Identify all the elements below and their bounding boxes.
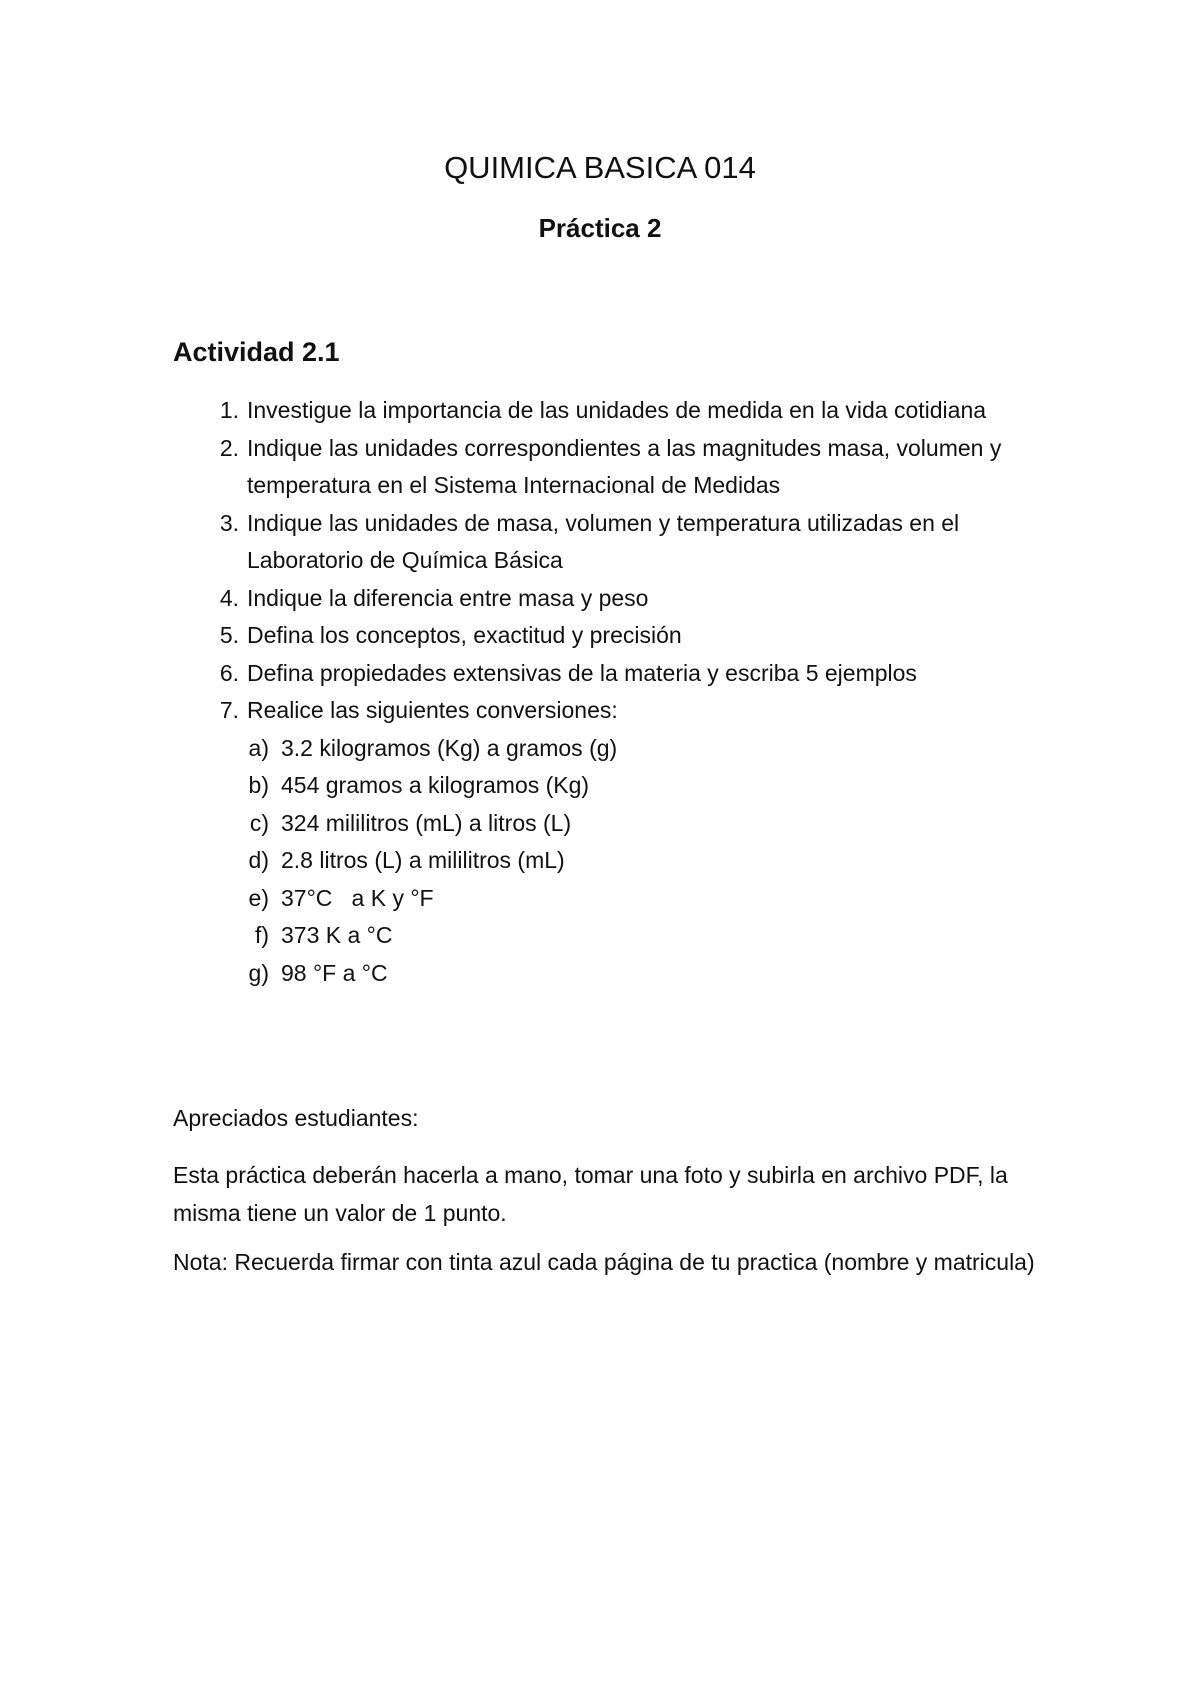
sub-list-item-marker: e) [248,884,269,911]
list-item [173,505,1073,580]
list-item [173,617,1073,655]
sub-list-item-text: 2.8 litros (L) a mililitros (mL) [281,847,565,873]
list-item [173,692,1073,730]
list-item-marker: 2. [219,434,239,461]
sub-list-item-marker: d) [248,847,269,873]
sub-list-item [173,842,1073,880]
sub-list-item [173,917,1073,955]
sub-list-item-text: 37°C a K y °F [281,884,434,911]
list-item-text: Realice las siguientes conversiones: [247,697,618,723]
list-item [173,655,1073,693]
document-subtitle: Práctica 2 [538,213,662,243]
sub-list-item [173,767,1073,805]
sub-list-item-marker: c) [249,809,269,836]
sub-list-item-text: 98 °F a °C [281,959,388,986]
list-item-text: Indique las unidades de masa, volumen y temperatura utilizadas en el Laboratorio de Química Básica [247,509,960,573]
list-item-marker: 5. [219,622,239,648]
list-item-marker: 1. [219,397,239,423]
list-item [173,392,1073,430]
sub-list-item [173,880,1073,918]
list-item-marker: 7. [219,697,239,723]
sub-list-item-marker: f) [254,922,269,948]
list-item [173,430,1073,505]
sub-list-item-text: 324 mililitros (mL) a litros (L) [281,809,572,836]
list-item-marker: 6. [219,659,239,686]
sub-list-item-text: 373 K a °C [281,922,393,948]
sub-list-item [173,955,1073,993]
list-item [173,580,1073,618]
list-item-marker: 4. [219,584,239,611]
section-heading: Actividad 2.1 [173,337,340,367]
list-item-text: Indique las unidades correspondientes a las magnitudes masa, volumen y temperatura en el Sistema Internacional de Medidas [247,434,1002,498]
document-title: QUIMICA BASICA 014 [444,150,756,185]
list-item-text: Defina los conceptos, exactitud y precisión [247,622,682,648]
sub-list-item-marker: b) [248,772,269,798]
list-item-marker: 3. [219,509,239,536]
sub-list-item-marker: a) [248,734,269,761]
list-item-text: Investigue la importancia de las unidades de medida en la vida cotidiana [247,397,987,423]
list-item-text: Defina propiedades extensivas de la materia y escriba 5 ejemplos [247,659,917,686]
sub-list-item-marker: g) [248,959,269,986]
sub-list-item-text: 3.2 kilogramos (Kg) a gramos (g) [281,734,618,761]
greeting-text: Apreciados estudiantes: [173,1105,419,1131]
sub-list-item [173,730,1073,768]
sub-list-item [173,805,1073,843]
instructions-text: Esta práctica deberán hacerla a mano, tomar una foto y subirla en archivo PDF, la misma tiene un valor de 1 punto. [173,1162,1008,1226]
sub-list-item-text: 454 gramos a kilogramos (Kg) [281,772,590,798]
note-text: Nota: Recuerda firmar con tinta azul cada página de tu practica (nombre y matricula) [173,1249,1035,1275]
list-item-text: Indique la diferencia entre masa y peso [247,584,649,611]
activity-list [173,392,1073,992]
